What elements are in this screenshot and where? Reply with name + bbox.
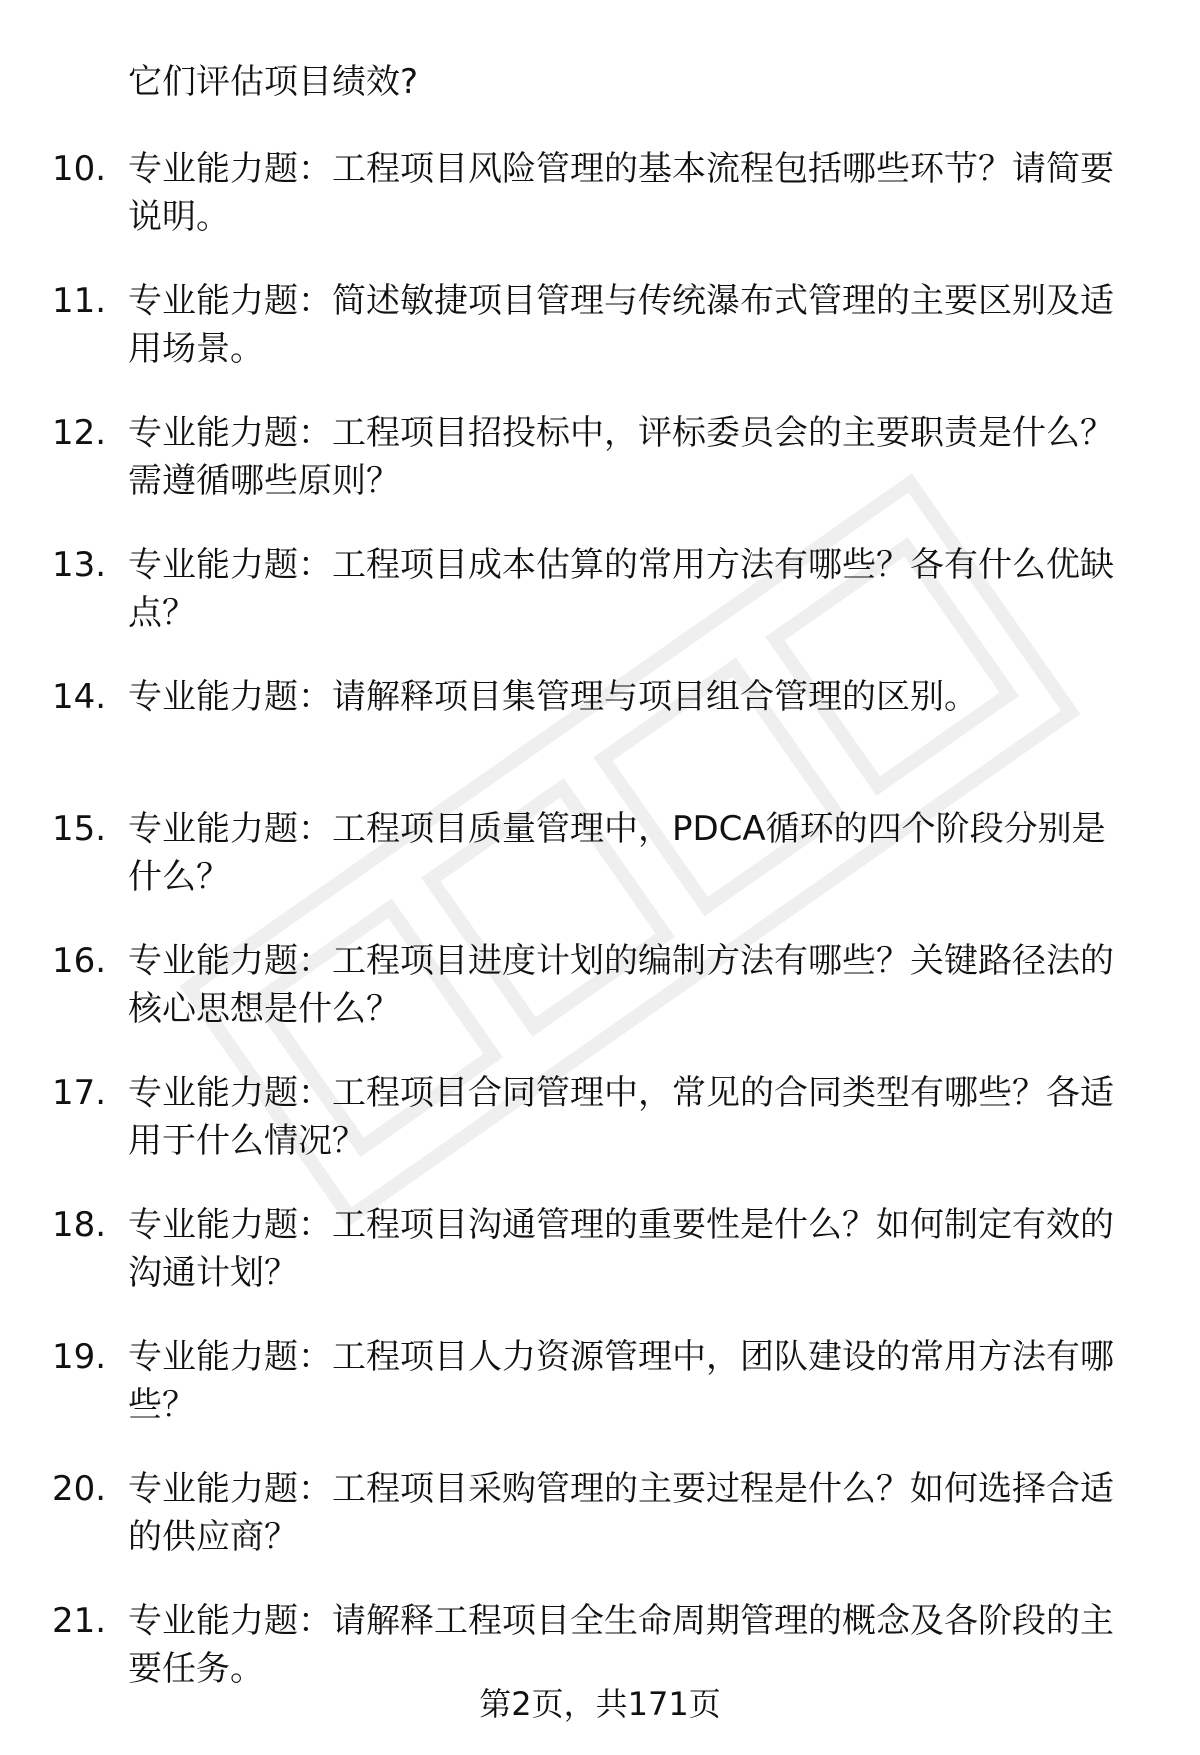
question-item	[0, 937, 1200, 1069]
continuation-text: 它们评估项目绩效?	[128, 62, 419, 102]
question-number: 15.	[52, 809, 107, 849]
question-number: 10.	[52, 149, 107, 189]
page-footer: 第2页，共171页	[479, 1685, 721, 1723]
question-list	[0, 145, 1200, 1729]
question-text: 专业能力题：请解释项目集管理与项目组合管理的区别。	[128, 677, 978, 717]
question-number: 18.	[52, 1205, 107, 1245]
question-number: 11.	[52, 281, 107, 321]
question-number: 14.	[52, 677, 107, 717]
question-item	[0, 541, 1200, 673]
question-item	[0, 145, 1200, 277]
question-item	[0, 1201, 1200, 1333]
question-text: 专业能力题：工程项目风险管理的基本流程包括哪些环节？请简要说明。	[128, 149, 1114, 237]
question-text: 专业能力题：请解释工程项目全生命周期管理的概念及各阶段的主要任务。	[128, 1601, 1114, 1689]
question-number: 13.	[52, 545, 107, 585]
question-text: 专业能力题：工程项目采购管理的主要过程是什么？如何选择合适的供应商？	[128, 1469, 1114, 1557]
question-text: 专业能力题：工程项目进度计划的编制方法有哪些？关键路径法的核心思想是什么？	[128, 941, 1114, 1029]
question-text: 专业能力题：工程项目招投标中，评标委员会的主要职责是什么？需遵循哪些原则？	[128, 413, 1114, 501]
question-text: 专业能力题：工程项目合同管理中，常见的合同类型有哪些？各适用于什么情况？	[128, 1073, 1114, 1161]
question-number: 17.	[52, 1073, 107, 1113]
question-item	[0, 673, 1200, 805]
question-text: 专业能力题：工程项目沟通管理的重要性是什么？如何制定有效的沟通计划？	[128, 1205, 1114, 1293]
question-text: 专业能力题：工程项目成本估算的常用方法有哪些？各有什么优缺点？	[128, 545, 1114, 633]
question-item	[0, 1069, 1200, 1201]
question-item	[0, 1333, 1200, 1465]
question-text: 专业能力题：简述敏捷项目管理与传统瀑布式管理的主要区别及适用场景。	[128, 281, 1114, 369]
question-text: 专业能力题：工程项目人力资源管理中，团队建设的常用方法有哪些？	[128, 1337, 1114, 1425]
question-text: 专业能力题：工程项目质量管理中，PDCA循环的四个阶段分别是什么？	[128, 809, 1106, 897]
question-number: 19.	[52, 1337, 107, 1377]
question-item	[0, 277, 1200, 409]
question-number: 12.	[52, 413, 107, 453]
question-number: 16.	[52, 941, 107, 981]
question-item	[0, 1465, 1200, 1597]
question-item	[0, 409, 1200, 541]
question-item	[0, 805, 1200, 937]
question-number: 21.	[52, 1601, 107, 1641]
question-number: 20.	[52, 1469, 107, 1509]
